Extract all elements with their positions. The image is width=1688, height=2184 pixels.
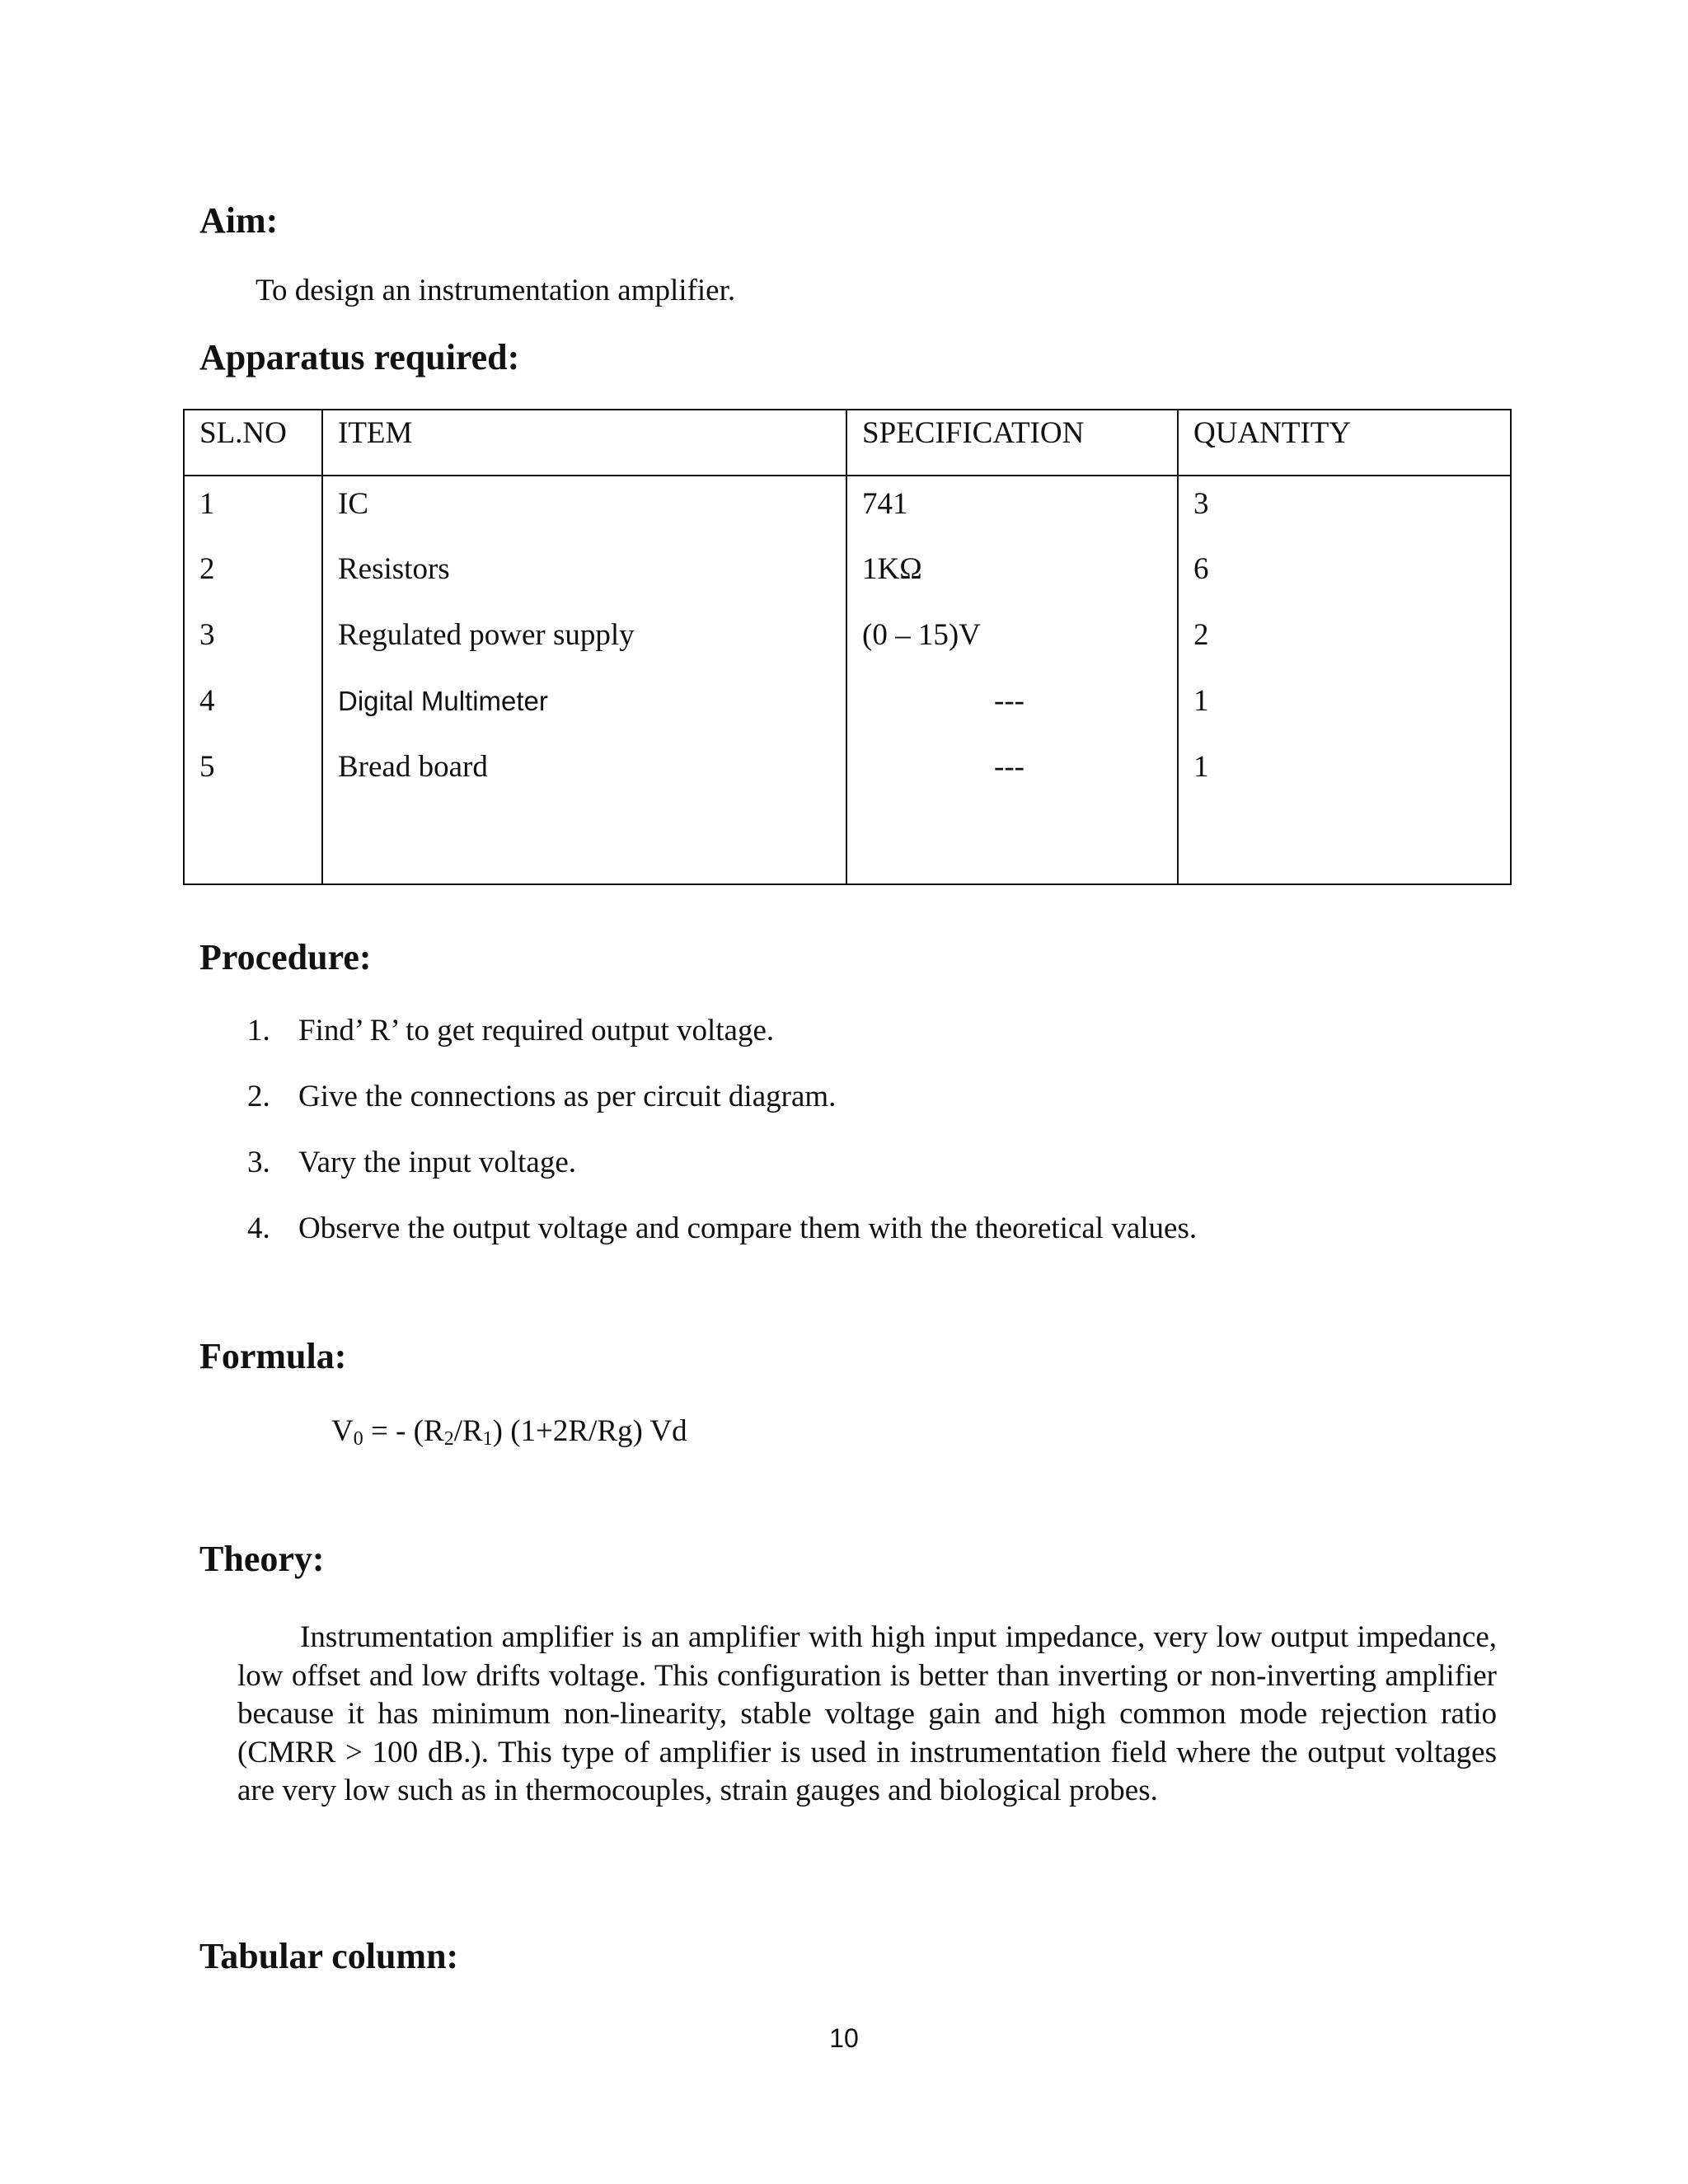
step-text: Give the connections as per circuit diagram. [298,1080,837,1113]
cell-slno: 5 [184,739,322,805]
table-empty-row [184,805,1511,884]
step-number: 1. [247,1014,270,1047]
formula-part: /R [453,1414,483,1448]
cell-spec: (0 – 15)V [846,607,1178,673]
cell-spec-text: --- [994,684,1025,718]
step-text: Vary the input voltage. [298,1146,577,1179]
cell-slno: 4 [184,673,322,739]
cell-slno: 3 [184,607,322,673]
cell-spec [846,673,1178,739]
formula-part: = - (R [363,1414,444,1448]
cell-qty: 1 [1178,739,1511,805]
step-number: 4. [247,1212,270,1245]
table-row [184,673,1511,739]
formula-heading: Formula: [199,1336,347,1376]
apparatus-heading: Apparatus required: [199,337,520,377]
table-row [184,476,1511,541]
procedure-list [247,1015,1197,1279]
step-text: Observe the output voltage and compare them with the theoretical values. [298,1212,1198,1245]
step-number: 3. [247,1146,270,1179]
column-header-slno: SL.NO [184,410,322,476]
table-header-row [184,410,1511,476]
procedure-heading: Procedure: [199,937,372,977]
cell-qty: 6 [1178,541,1511,607]
list-item [247,1081,1197,1147]
formula-v: V [331,1414,354,1448]
cell-item: IC [322,476,846,541]
cell-spec [846,739,1178,805]
column-header-item: ITEM [322,410,846,476]
formula-r1-subscript: 1 [482,1428,493,1450]
aim-text: To design an instrumentation amplifier. [256,274,736,307]
aim-heading: Aim: [199,200,279,241]
formula-part: ) (1+2R/Rg) Vd [492,1414,687,1448]
page-number: 10 [829,2023,859,2053]
theory-text: Instrumentation amplifier is an amplifier with high input impedance, very low output impedance, low offset and low drifts voltage. This configuration is better than inverting or non-inverting amplifier because it has minimum non-linearity, stable voltage gain and high common mode rejection ratio (CMRR > 100 dB.). This type of amplifier is used in instrumentation field where the output voltages are very low such as in thermocouples, strain gauges and biological probes. [237,1620,1497,1807]
table-row [184,739,1511,805]
cell-qty: 1 [1178,673,1511,739]
column-header-quantity: QUANTITY [1178,410,1511,476]
cell-item: Regulated power supply [322,607,846,673]
tabular-heading: Tabular column: [199,1936,459,1976]
table-row [184,541,1511,607]
table-row [184,607,1511,673]
cell-qty: 2 [1178,607,1511,673]
step-number: 2. [247,1080,270,1113]
formula-r2-subscript: 2 [443,1428,454,1450]
cell-item: Resistors [322,541,846,607]
cell-spec-text: --- [994,750,1025,784]
cell-qty: 3 [1178,476,1511,541]
cell-slno: 1 [184,476,322,541]
cell-spec: 1KΩ [846,541,1178,607]
formula-equation [331,1416,687,1449]
column-header-specification: SPECIFICATION [846,410,1178,476]
cell-item-text: Digital Multimeter [338,686,548,716]
cell-spec: 741 [846,476,1178,541]
list-item [247,1213,1197,1279]
step-text: Find’ R’ to get required output voltage. [298,1014,775,1047]
cell-slno: 2 [184,541,322,607]
apparatus-table [183,409,1512,885]
list-item [247,1147,1197,1213]
list-item [247,1015,1197,1081]
formula-v-subscript: 0 [353,1428,363,1450]
theory-heading: Theory: [199,1539,325,1579]
cell-item: Bread board [322,739,846,805]
cell-item [322,673,846,739]
